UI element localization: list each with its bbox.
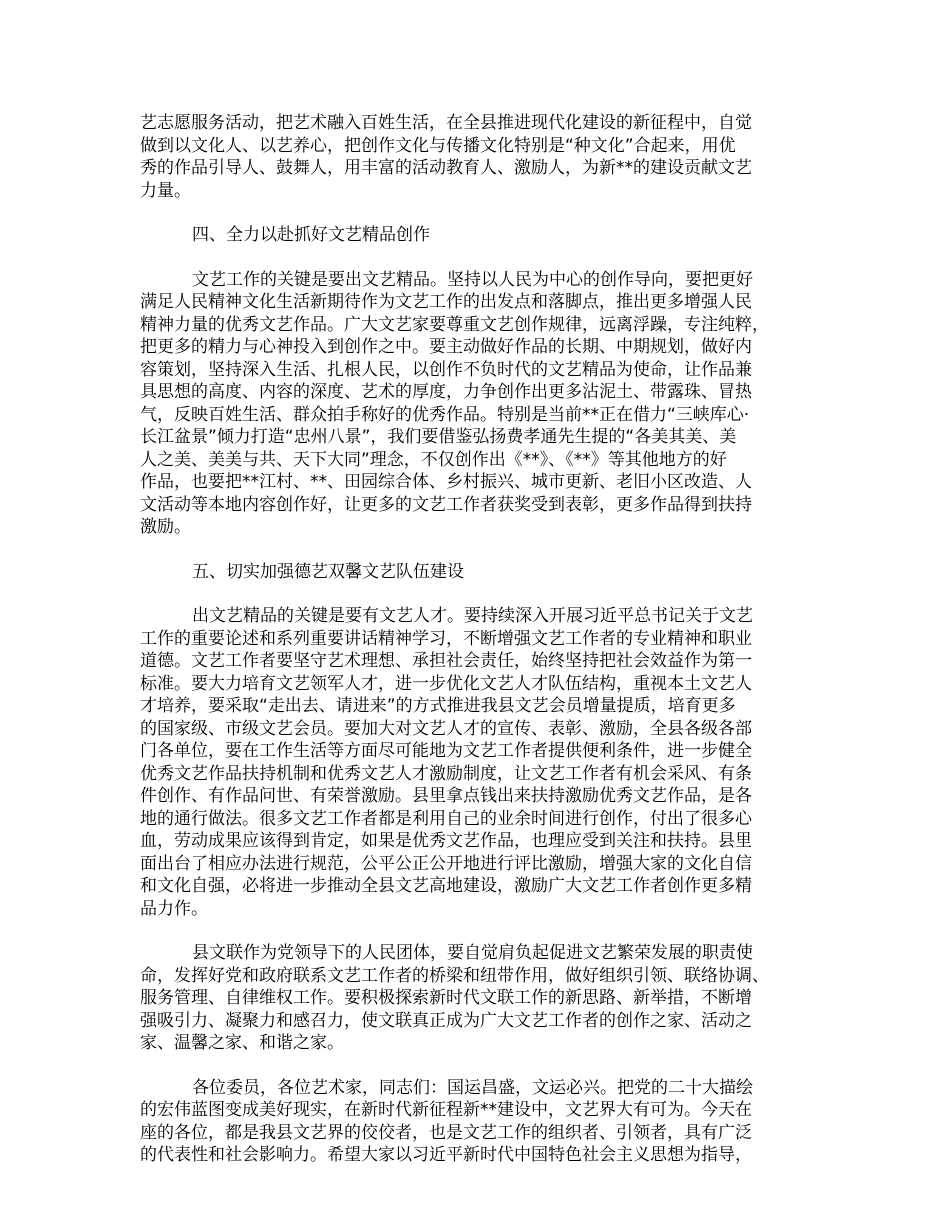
text-line: 的代表性和社会影响力。希望大家以习近平新时代中国特色社会主义思想为指导， xyxy=(140,1145,752,1165)
text-line: 工作的重要论述和系列重要讲话精神学习，不断增强文艺工作者的专业精神和职业 xyxy=(140,628,752,649)
text-line: 艺志愿服务活动，把艺术融入百姓生活，在全县推进现代化建设的新征程中，自觉 xyxy=(140,113,752,133)
text-line: 服务管理、自律维权工作。要积极探索新时代文联工作的新思路、新举措，不断增 xyxy=(140,988,752,1008)
text-line: 满足人民精神文化生活新期待作为文艺工作的出发点和落脚点，推出更多增强人民 xyxy=(140,292,752,312)
document-body xyxy=(140,112,815,1189)
text-line: 道德。文艺工作者要坚守艺术理想、承担社会责任，始终坚持把社会效益作为第一 xyxy=(140,651,752,671)
text-line: 作品，也要把**江村、**、田园综合体、乡村振兴、城市更新、老旧小区改造、人 xyxy=(140,472,752,492)
text-line: 人之美、美美与共、天下大同”理念，不仅创作出《**》、《**》等其他地方的好 xyxy=(140,449,727,470)
text-line: 命，发挥好党和政府联系文艺工作者的桥梁和纽带作用，做好组织引领、联络协调、 xyxy=(140,965,769,986)
text-line: 秀的作品引导人、鼓舞人，用丰富的活动教育人、激励人，为新**的建设贡献文艺 xyxy=(140,158,752,178)
text-line: 气，反映百姓生活、群众拍手称好的优秀作品。特别是当前**正在借力“三峡库心· xyxy=(140,404,750,425)
text-line: 文活动等本地内容创作好，让更多的文艺工作者获奖受到表彰，更多作品得到扶持 xyxy=(140,494,752,515)
text-line: 标准。要大力培育文艺领军人才，进一步优化文艺人才队伍结构，重视本土文艺人 xyxy=(140,673,752,694)
text-line: 件创作、有作品问世、有荣誉激励。县里拿点钱出来扶持激励优秀文艺作品，是各 xyxy=(140,786,752,806)
text-line: 精神力量的优秀文艺作品。广大文艺家要尊重文艺创作规律，远离浮躁，专注纯粹， xyxy=(140,314,769,335)
text-line: 把更多的精力与心神投入到创作之中。要主动做好作品的长期、中期规划，做好内 xyxy=(140,337,752,357)
paragraph-closing-address xyxy=(140,1077,815,1167)
text-line: 强吸引力、凝聚力和感召力，使文联真正成为广大文艺工作者的创作之家、活动之 xyxy=(140,1010,752,1031)
text-line: 做到以文化人、以艺养心，把创作文化与传播文化特别是“种文化”合起来，用优 xyxy=(140,135,736,156)
text-line: 出文艺精品的关键是要有文艺人才。要持续深入开展习近平总书记关于文艺 xyxy=(192,606,753,626)
text-line: 家、温馨之家、和谐之家。 xyxy=(140,1033,344,1053)
text-line: 的国家级、市级文艺会员。要加大对文艺人才的宣传、表彰、激励，全县各级各部 xyxy=(140,718,752,739)
text-line: 座的各位，都是我县文艺界的佼佼者，也是文艺工作的组织者、引领者，具有广泛 xyxy=(140,1122,752,1143)
text-line: 力量。 xyxy=(140,180,191,201)
paragraph-volunteer-service xyxy=(140,112,815,202)
text-line: 容策划，坚持深入生活、扎根人民，以创作不负时代的文艺精品为使命，让作品兼 xyxy=(140,359,752,380)
text-line: 各位委员，各位艺术家，同志们：国运昌盛，文运必兴。把党的二十大描绘 xyxy=(192,1077,753,1098)
heading-text: 四、全力以赴抓好文艺精品创作 xyxy=(192,225,430,245)
heading-text: 五、切实加强德艺双馨文艺队伍建设 xyxy=(192,561,464,582)
text-line: 优秀文艺作品扶持机制和优秀文艺人才激励制度，让文艺工作者有机会采风、有条 xyxy=(140,763,752,784)
text-line: 血，劳动成果应该得到肯定，如果是优秀文艺作品，也理应受到关注和扶持。县里 xyxy=(140,831,752,851)
text-line: 文艺工作的关键是要出文艺精品。坚持以人民为中心的创作导向，要把更好 xyxy=(192,269,753,290)
section-heading-5 xyxy=(140,561,815,584)
text-line: 激励。 xyxy=(140,517,191,537)
paragraph-federation-role xyxy=(140,942,815,1055)
text-line: 才培养，要采取“走出去、请进来”的方式推进我县文艺会员增量提质，培育更多 xyxy=(140,696,736,716)
text-line: 面出台了相应办法进行规范，公平公正公开地进行评比激励，增强大家的文化自信 xyxy=(140,853,752,874)
paragraph-art-creation xyxy=(140,269,815,539)
section-heading-4 xyxy=(140,224,815,247)
text-line: 县文联作为党领导下的人民团体，要自觉肩负起促进文艺繁荣发展的职责使 xyxy=(192,943,753,963)
text-line: 门各单位，要在工作生活等方面尽可能地为文艺工作者提供便利条件，进一步健全 xyxy=(140,741,752,761)
paragraph-talent-building xyxy=(140,605,815,920)
text-line: 品力作。 xyxy=(140,898,208,919)
text-line: 地的通行做法。很多文艺工作者都是利用自己的业余时间进行创作，付出了很多心 xyxy=(140,808,752,829)
text-line: 和文化自强，必将进一步推动全县文艺高地建设，激励广大文艺工作者创作更多精 xyxy=(140,876,752,896)
text-line: 长江盆景”倾力打造“忠州八景”，我们要借鉴弘扬费孝通先生提的“各美其美、美 xyxy=(140,427,737,447)
text-line: 具思想的高度、内容的深度、艺术的厚度，力争创作出更多沾泥土、带露珠、冒热 xyxy=(140,382,752,402)
text-line: 的宏伟蓝图变成美好现实，在新时代新征程新**建设中，文艺界大有可为。今天在 xyxy=(140,1100,752,1120)
